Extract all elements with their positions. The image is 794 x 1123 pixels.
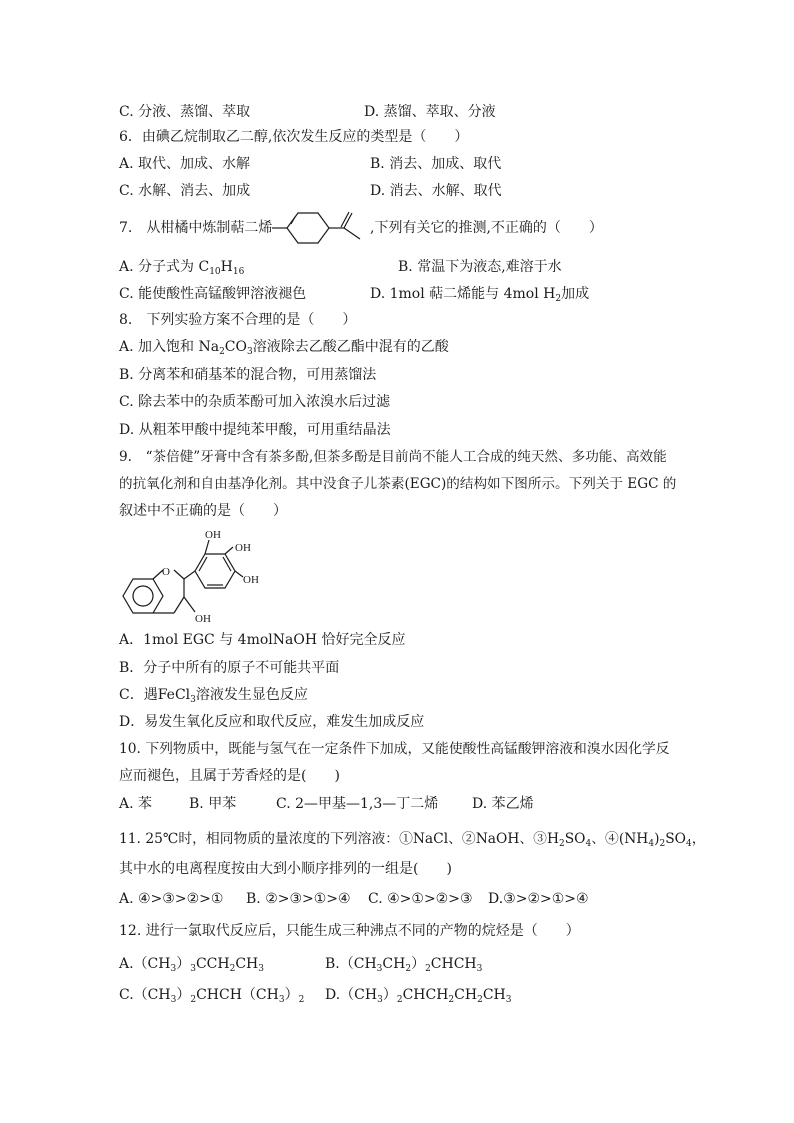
- q11-option-b: B. ②>③>①>④: [246, 891, 351, 907]
- hydroxyl-label-right-lower: OH: [243, 574, 259, 586]
- q7-stem-suffix: ,下列有关它的推测,不正确的（ ）: [370, 220, 603, 236]
- q6-option-c: C. 水解、消去、加成: [119, 183, 251, 199]
- q6-stem: 6．由碘乙烷制取乙二醇,依次发生反应的类型是（ ）: [119, 129, 469, 145]
- q7-stem-prefix: 7. 从柑橘中炼制萜二烯: [119, 220, 273, 236]
- q9-stem-line-3: 叙述中不正确的是（ ）: [119, 503, 287, 519]
- q7-option-a: A. 分子式为 $C_{10}H_{16}$: [119, 259, 245, 277]
- q9-stem-line-2: 的抗氧化剂和自由基净化剂。其中没食子儿茶素(EGC)的结构如下图所示。下列关于 EGC 的: [119, 476, 677, 492]
- q12-option-d: $D.(CH_3)_2CHCH_2CH_2CH_3$: [325, 987, 512, 1005]
- q8-option-b: B. 分离苯和硝基苯的混合物，可用蒸馏法: [119, 367, 377, 383]
- q11-option-a: A. ④>③>②>①: [119, 891, 224, 907]
- q6-option-b: B. 消去、加成、取代: [370, 156, 502, 172]
- egc-structure-diagram: [119, 526, 279, 628]
- q11-stem-line-2: 其中水的电离程度按由大到小顺序排列的一组是( ): [119, 861, 452, 877]
- q10-option-a: A. 苯: [119, 796, 153, 812]
- q6-option-d: D. 消去、水解、取代: [370, 183, 502, 199]
- q10-stem-line-2: 应而褪色，且属于芳香烃的是( ): [119, 768, 340, 784]
- q7-option-c: C. 能使酸性高锰酸钾溶液褪色: [119, 286, 307, 302]
- q9-option-a: A．1mol EGC 与 4molNaOH 恰好完全反应: [119, 632, 406, 648]
- q12-option-a: $A.(CH_3)_3CCH_2CH_3$: [119, 956, 264, 974]
- q10-option-b: B. 甲苯: [189, 796, 237, 812]
- q8-option-c: C. 除去苯中的杂质苯酚可加入浓溴水后过滤: [119, 394, 391, 410]
- q8-option-a: A. 加入饱和 $Na_2CO_3$溶液除去乙酸乙酯中混有的乙酸: [119, 339, 449, 357]
- q8-stem: 8. 下列实验方案不合理的是（ ）: [119, 312, 357, 328]
- q11-stem-line-1: 11. 25℃时，相同物质的量浓度的下列溶液：①NaCl、②NaOH、$③H_2SO_4$、$④(NH_4)_2SO_4$，: [119, 831, 706, 849]
- q10-option-c: C. 2—甲基—1,3—丁二烯: [276, 796, 439, 812]
- q7-option-b: B. 常温下为液态,难溶于水: [398, 259, 562, 275]
- q5-option-c: C. 分液、蒸馏、萃取: [119, 104, 251, 120]
- q9-stem-line-1: 9. “茶倍健”牙膏中含有茶多酚,但茶多酚是目前尚不能人工合成的纯天然、多功能、高效能: [119, 449, 667, 465]
- q9-option-b: B．分子中所有的原子不可能共平面: [119, 660, 340, 676]
- ring-oxygen-label: O: [162, 566, 170, 578]
- q12-option-c: $C.(CH_3)_2CHCH(CH_3)_2$: [119, 987, 305, 1005]
- q8-option-d: D. 从粗苯甲酸中提纯苯甲酸，可用重结晶法: [119, 422, 391, 438]
- hydroxyl-label-right-upper: OH: [235, 542, 251, 554]
- q11-option-c: C. ④>①>②>③: [368, 891, 473, 907]
- q11-option-d: D.③>②>①>④: [488, 891, 589, 907]
- q7-option-d: D. 1mol 萜二烯能与 4mol $H_2$加成: [370, 286, 590, 304]
- hydroxyl-label-bottom: OH: [195, 613, 211, 625]
- terpinene-structure-diagram: [272, 205, 372, 251]
- q10-stem-line-1: 10. 下列物质中，既能与氢气在一定条件下加成，又能使酸性高锰酸钾溶液和溴水因化学反: [119, 741, 670, 757]
- q5-option-d: D. 蒸馏、萃取、分液: [364, 104, 496, 120]
- q9-option-d: D．易发生氧化反应和取代反应，难发生加成反应: [119, 714, 425, 730]
- hydroxyl-label-top: OH: [205, 529, 221, 541]
- q12-stem: 12. 进行一氯取代反应后，只能生成三种沸点不同的产物的烷烃是（ ）: [119, 923, 580, 939]
- q12-option-b: $B.(CH_3CH_2)_2CHCH_3$: [325, 956, 483, 974]
- q10-option-d: D. 苯乙烯: [472, 796, 534, 812]
- q9-option-c: C．遇FeCl$_3$溶液发生显色反应: [119, 687, 308, 705]
- q6-option-a: A. 取代、加成、水解: [119, 156, 251, 172]
